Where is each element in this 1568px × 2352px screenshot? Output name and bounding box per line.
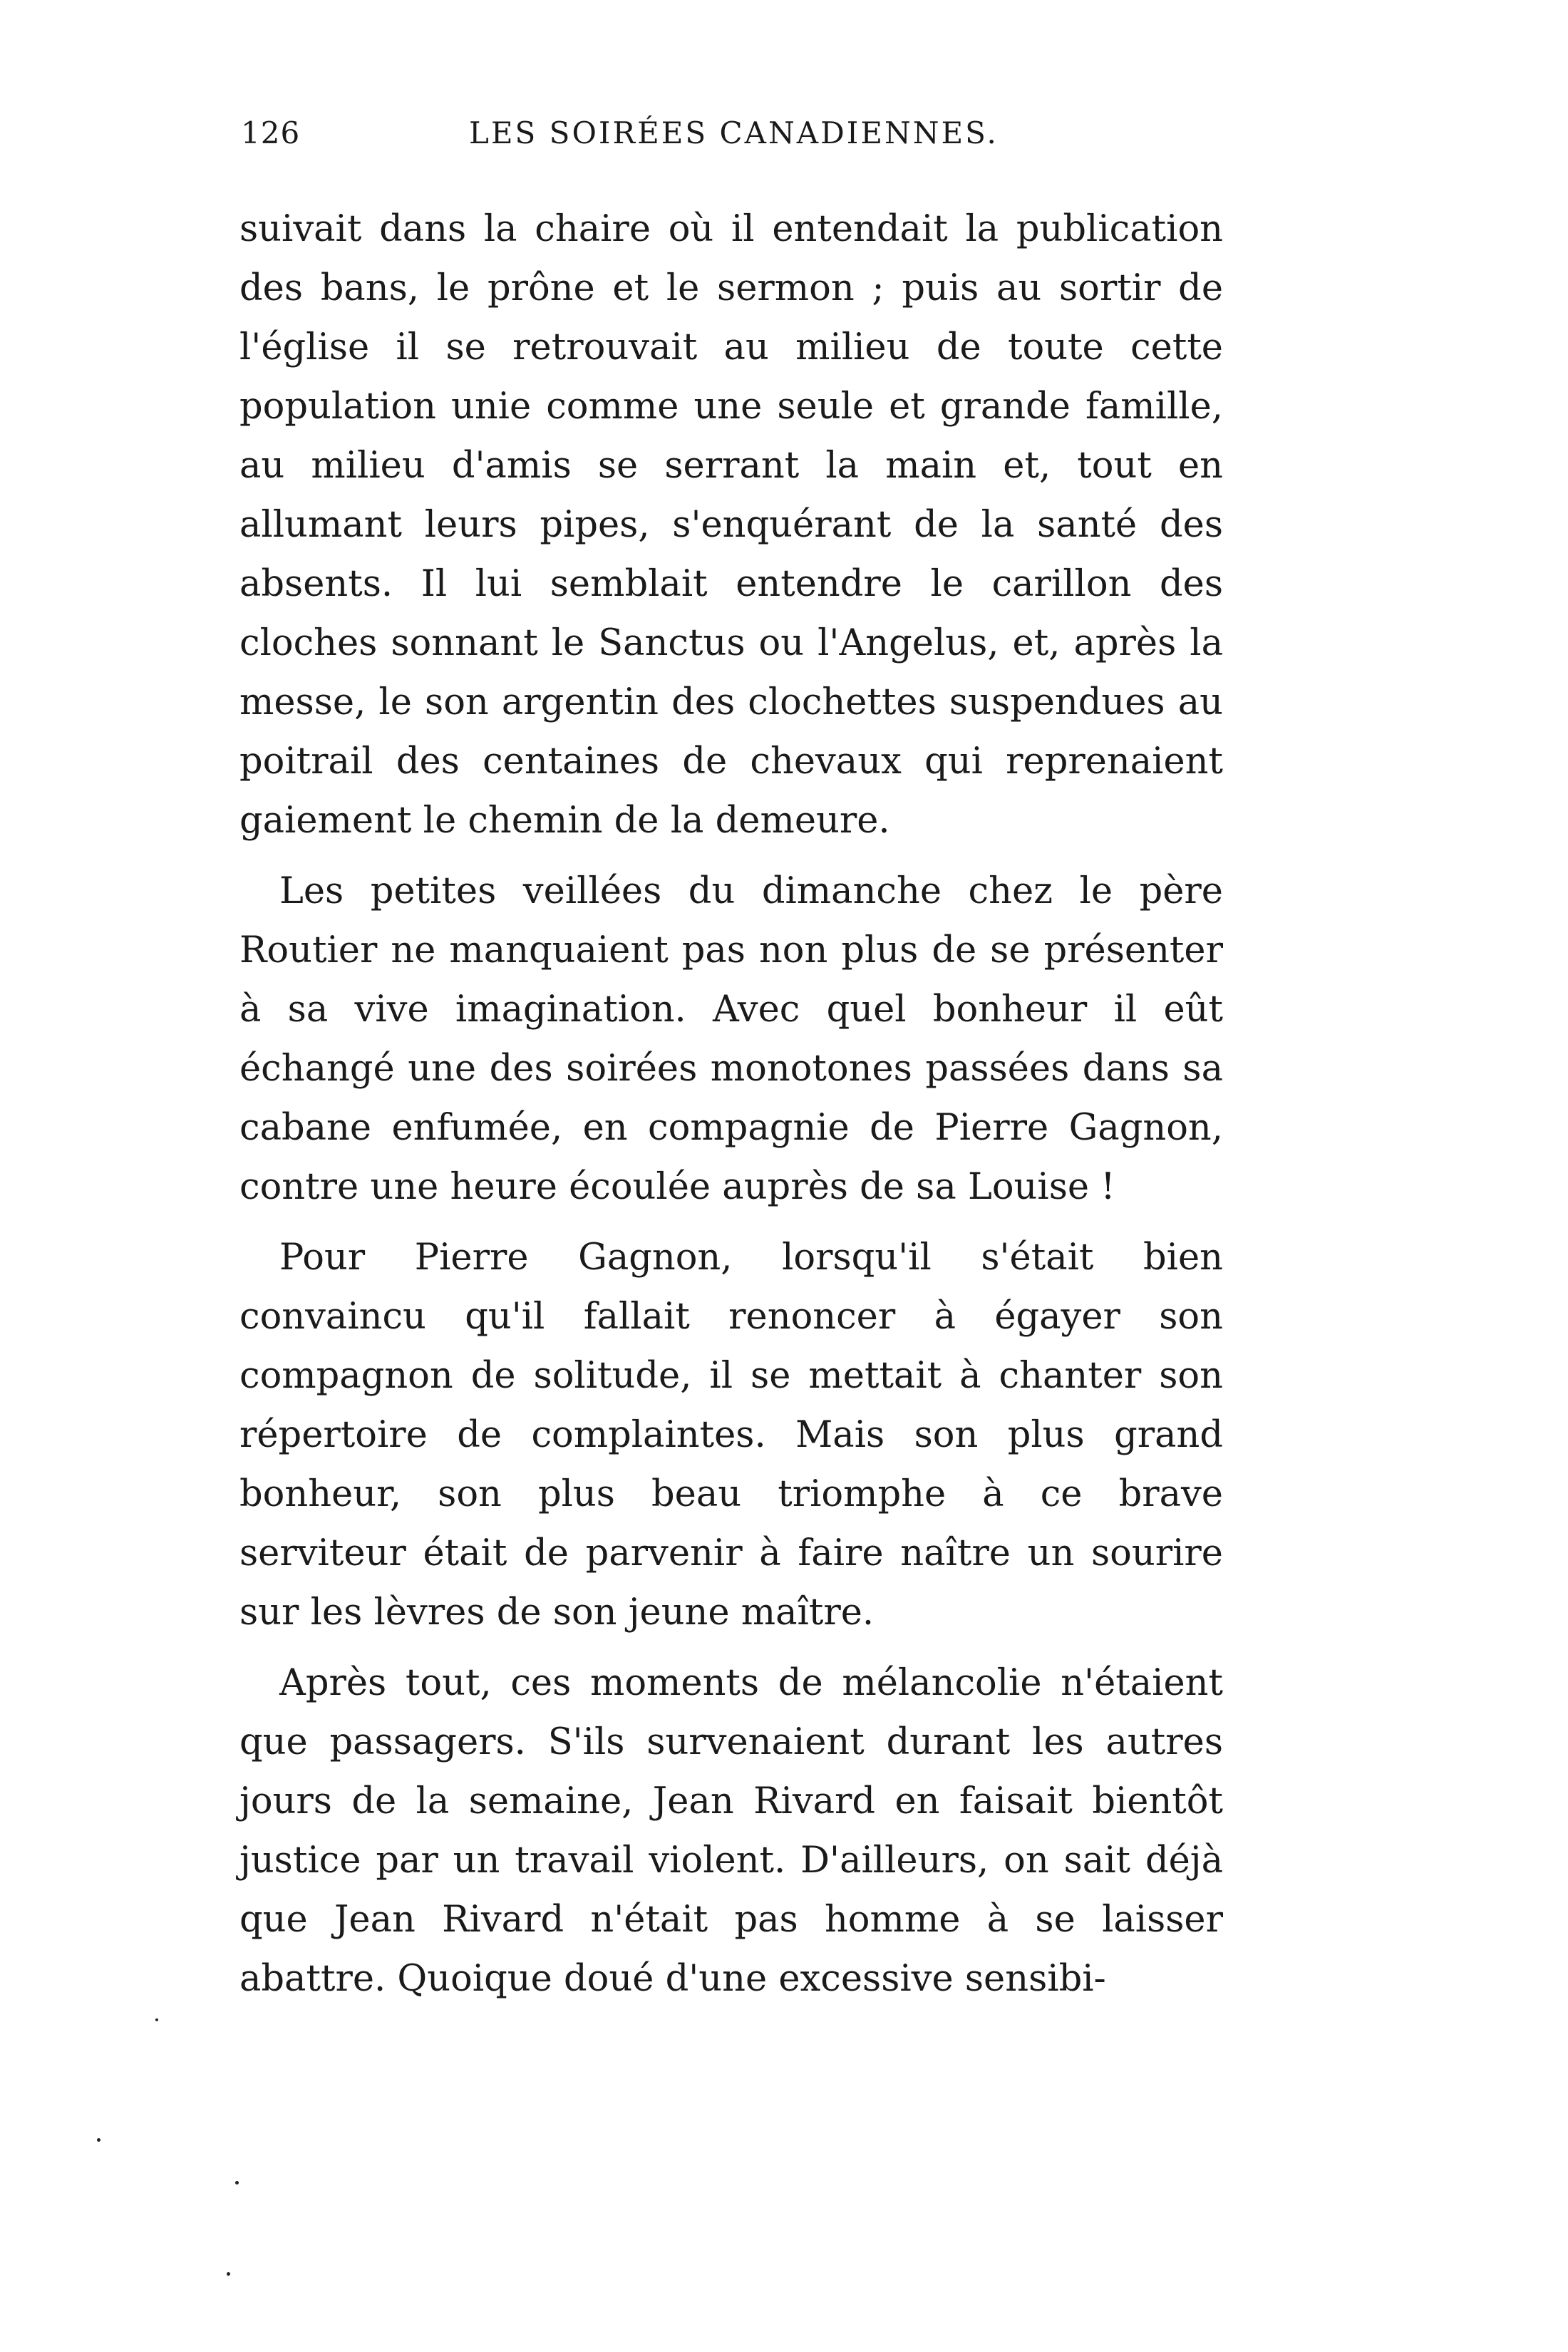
scan-speck xyxy=(235,2181,239,2185)
paragraph: Les petites veillées du dimanche chez le père Routier ne manquaient pas non plus de se présenter à sa vive imagination. Avec quel bonheur il eût échangé une des soirées monotones passées dans sa cabane enfumée, en compagnie de Pierre Gagnon, contre une heure écoulée auprès de sa Louise ! xyxy=(239,870,1223,1208)
paragraph: Pour Pierre Gagnon, lorsqu'il s'était bien convaincu qu'il fallait renoncer à égayer son compagnon de solitude, il se mettait à chanter son répertoire de complaintes. Mais son plus grand bonheur, son plus beau triomphe à ce brave serviteur était de parvenir à faire naître un sourire sur les lèvres de son jeune maître. xyxy=(239,1237,1223,1634)
running-title: LES SOIRÉES CANADIENNES. xyxy=(469,115,999,150)
scan-speck xyxy=(97,2138,100,2142)
paragraph-continued: suivait dans la chaire où il entendait la publication des bans, le prône et le sermon ; puis au sortir de l'église il se retrouvait au milieu de toute cette population unie comme une seule et grande famille, au milieu d'amis se serrant la main et, tout en allumant leurs pipes, s'enquérant de la santé des absents. Il lui semblait entendre le carillon des cloches sonnant le Sanctus ou l'Angelus, et, après la messe, le son argentin des clochettes suspendues au poitrail des centaines de chevaux qui reprenaient gaiement le chemin de la demeure. xyxy=(239,208,1223,842)
page-number: 126 xyxy=(241,115,301,150)
scan-speck xyxy=(227,2272,230,2276)
body-text xyxy=(239,200,1223,2020)
running-head xyxy=(241,115,1224,158)
paragraph: Après tout, ces moments de mélancolie n'étaient que passagers. S'ils survenaient durant les autres jours de la semaine, Jean Rivard en faisait bientôt justice par un travail violent. D'ailleurs, on sait déjà que Jean Rivard n'était pas homme à se laisser abattre. Quoique doué d'une excessive sensibi- xyxy=(239,1662,1223,2000)
scan-speck xyxy=(155,2018,158,2021)
